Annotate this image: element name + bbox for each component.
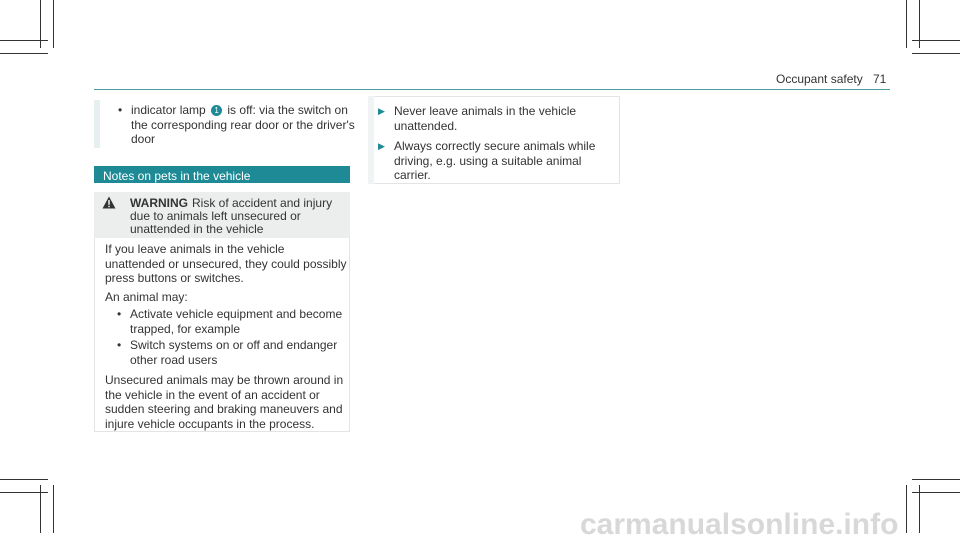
crop-mark — [906, 485, 907, 533]
bullet-dot: • — [118, 103, 123, 117]
header-rule — [94, 89, 890, 90]
intro-text-before: indicator lamp — [131, 103, 206, 117]
crop-mark — [912, 53, 960, 54]
crop-mark — [53, 485, 54, 533]
step-arrow-icon: ▶ — [378, 106, 385, 116]
bullet-dot: • — [117, 307, 122, 321]
warning-message: Risk of accident and injury due to animals left unsecured or unattended in the vehicle — [130, 196, 333, 236]
list-item: Switch systems on or off and endanger other road users — [130, 338, 338, 367]
section-title: Notes on pets in the vehicle — [103, 169, 251, 183]
number-badge: 1 — [211, 105, 222, 116]
crop-mark — [912, 40, 960, 41]
left-accent-bar — [368, 96, 374, 184]
crop-mark — [0, 479, 48, 480]
crop-mark — [53, 0, 54, 48]
list-item: Activate vehicle equipment and become trapped, for example — [130, 307, 343, 336]
watermark: carmanualsonline.info — [580, 508, 899, 541]
warning-label: WARNING — [130, 196, 188, 210]
body-paragraph-3: Unsecured animals may be thrown around in the vehicle in the event of an accident or sudden steering and braking maneuvers and injure vehicle occupants in the process. — [105, 373, 344, 431]
body-paragraph-2: An animal may: — [105, 290, 188, 304]
intro-bullet-text — [131, 103, 361, 147]
crop-mark — [912, 492, 960, 493]
crop-mark — [912, 479, 960, 480]
step-item: Always correctly secure animals while driving, e.g. using a suitable animal carrier. — [394, 139, 596, 182]
page-number: 71 — [873, 72, 887, 86]
crop-mark — [906, 0, 907, 48]
crop-mark — [0, 40, 48, 41]
body-paragraph-1: If you leave animals in the vehicle unattended or unsecured, they could possibly press buttons or switches. — [105, 242, 347, 285]
warning-triangle-icon — [102, 196, 116, 214]
crop-mark — [0, 53, 48, 54]
crop-mark — [0, 492, 48, 493]
warning-text — [130, 197, 345, 236]
intro-text-after: is off: via the switch on the corresponding rear door or the driver's door — [131, 103, 355, 146]
header-section-title: Occupant safety — [776, 72, 863, 86]
bullet-dot: • — [117, 338, 122, 352]
step-arrow-icon: ▶ — [378, 141, 385, 151]
step-item: Never leave animals in the vehicle unattended. — [394, 104, 577, 133]
left-accent-bar — [94, 100, 100, 148]
